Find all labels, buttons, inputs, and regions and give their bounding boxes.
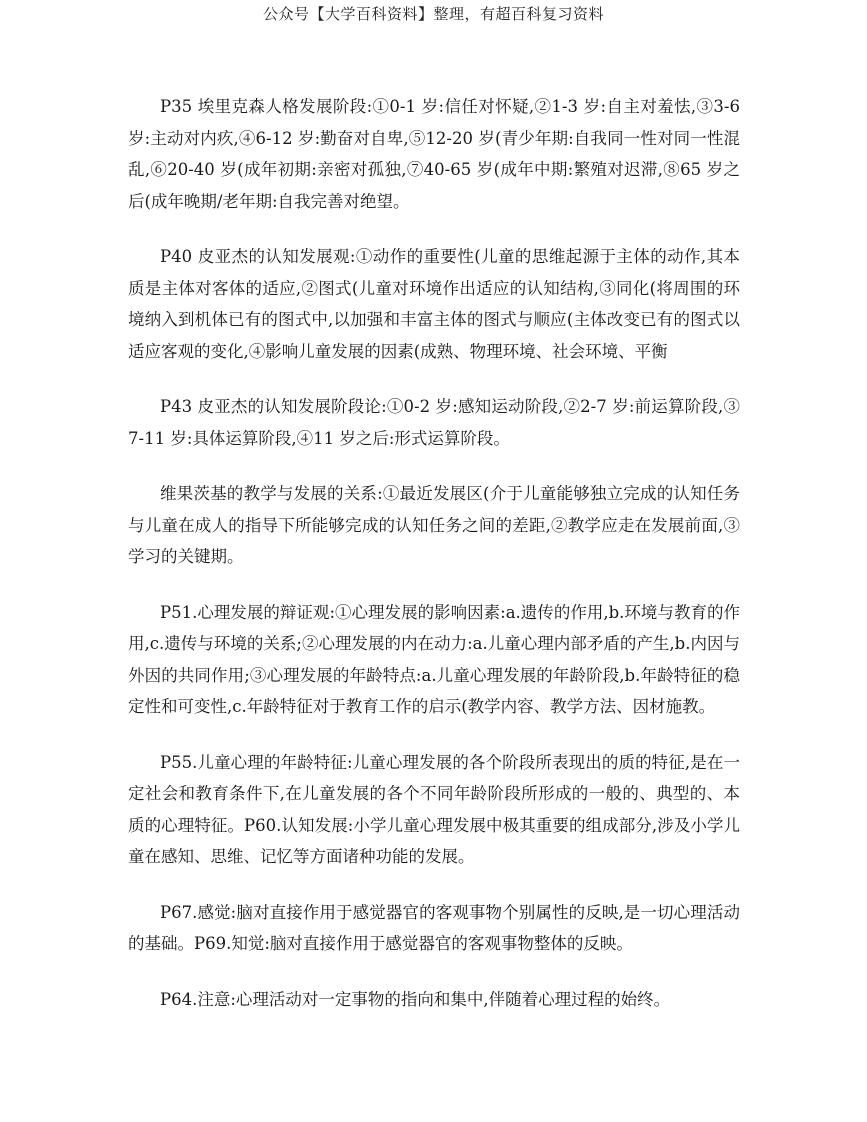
page-header: 公众号【大学百科资料】整理，有超百科复习资料	[262, 5, 604, 23]
paragraph-age-characteristics: P55.儿童心理的年龄特征:儿童心理发展的各个阶段所表现出的质的特征,是在一定社会和教育条件下,在儿童发展的各个不同年龄阶段所形成的一般的、典型的、本质的心理特征。P60.认知发展:小学儿童心理发展中极其重要的组成部分,涉及小学儿童在感知、思维、记忆等方面诸种功能的发展。	[128, 752, 740, 866]
paragraph-dialectical-view: P51.心理发展的辩证观:①心理发展的影响因素:a.遗传的作用,b.环境与教育的作用,c.遗传与环境的关系;②心理发展的内在动力:a.儿童心理内部矛盾的产生,b.内因与外因的共同作用;③心理发展的年龄特点:a.儿童心理发展的年龄阶段,b.年龄特征的稳定性和可变性,c.年龄特征对于教育工作的启示(教学内容、教学方法、因材施教。	[128, 602, 740, 716]
paragraph-sensation-perception: P67.感觉:脑对直接作用于感觉器官的客观事物个别属性的反映,是一切心理活动的基础。P69.知觉:脑对直接作用于感觉器官的客观事物整体的反映。	[128, 902, 740, 953]
paragraph-piaget-stages: P43 皮亚杰的认知发展阶段论:①0-2 岁:感知运动阶段,②2-7 岁:前运算阶段,③7-11 岁:具体运算阶段,④11 岁之后:形式运算阶段。	[128, 397, 740, 448]
paragraph-piaget-cognitive-view: P40 皮亚杰的认知发展观:①动作的重要性(儿童的思维起源于主体的动作,其本质是主体对客体的适应,②图式(儿童对环境作出适应的认知结构,③同化(将周围的环境纳入到机体已有的图式中,以加强和丰富主体的图式与顺应(主体改变已有的图式以适应客观的变化,④影响儿童发展的因素(成熟、物理环境、社会环境、平衡	[128, 247, 740, 361]
paragraph-attention: P64.注意:心理活动对一定事物的指向和集中,伴随着心理过程的始终。	[160, 989, 671, 1009]
paragraph-vygotsky: 维果茨基的教学与发展的关系:①最近发展区(介于儿童能够独立完成的认知任务与儿童在成人的指导下所能够完成的认知任务之间的差距,②教学应走在发展前面,③学习的关键期。	[128, 484, 740, 566]
paragraph-erikson-stages: P35 埃里克森人格发展阶段:①0-1 岁:信任对怀疑,②1-3 岁:自主对羞怯,③3-6 岁:主动对内疚,④6-12 岁:勤奋对自卑,⑤12-20 岁(青少年期:自我同一性对同一性混乱,⑥20-40 岁(成年初期:亲密对孤独,⑦40-65 岁(成年中期:繁殖对迟滞,⑧65 岁之后(成年晚期/老年期:自我完善对绝望。	[128, 97, 740, 211]
document-body	[128, 91, 740, 1039]
